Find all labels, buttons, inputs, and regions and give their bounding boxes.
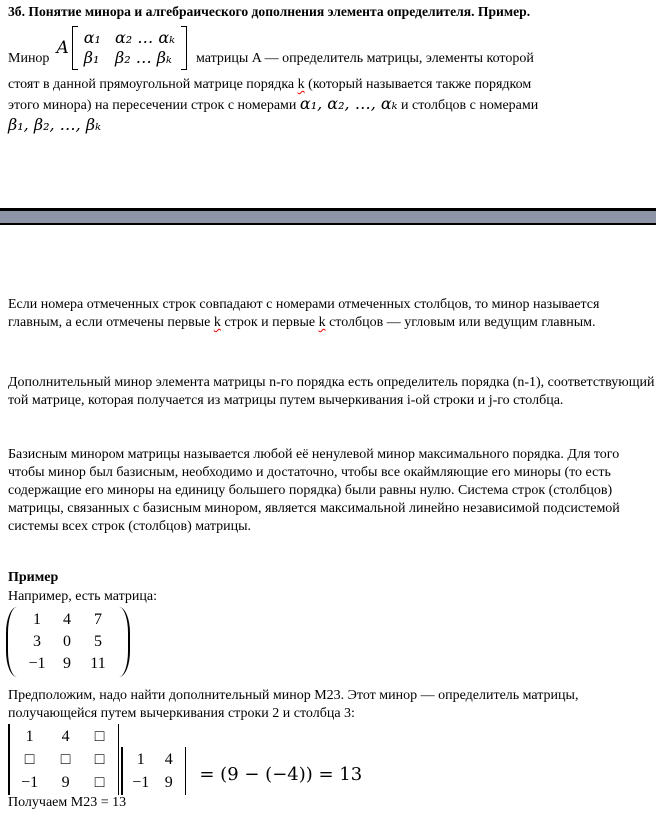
beta-indices-math: β₁, β₂, …, βₖ (8, 115, 101, 134)
beta-row-cell: β₂ … βₖ (114, 48, 172, 67)
beta-row-cell: β₁ (83, 48, 100, 67)
divider-bottom-line (0, 223, 656, 225)
right-square-bracket (181, 26, 187, 70)
example-heading: Пример (8, 570, 59, 585)
alpha-row-cell: α₂ … αₖ (114, 28, 175, 47)
det-cell: −1 (132, 774, 150, 791)
determinant-with-deleted-cells (8, 724, 119, 795)
det-cell-box: □ (60, 751, 71, 768)
divider-gray-bar (0, 211, 656, 223)
matrix-cell: 7 (94, 611, 102, 628)
text-segment: столбцов — угловым или ведущим главным. (325, 315, 596, 330)
paragraph-basis-minor: Базисным минором матрицы называется любой её ненулевой минор максимального порядка. Для того чтобы минор был базисным, необходимо и достаточно, чтобы все окаймляющие его миноры (то есть содержащие его миноры на единицу большего порядка) были равны нулю. Система строк (столбцов) матрицы, связанных с базисным минором, является максимальной линейно независимой подсистемой системы всех строк (столбцов) матрицы. (8, 447, 620, 534)
text-segment: Если номера отмеченных строк совпадают с номерами отмеченных столбцов, то минор называется главным, а если отмечены первые (8, 297, 600, 330)
det-cell-box: □ (24, 751, 35, 768)
example-matrix-grid (19, 607, 117, 677)
det-cell: 9 (61, 774, 70, 791)
deleted-cells-grid (10, 724, 118, 795)
text-segment: строк и первые (220, 315, 319, 330)
example-matrix (6, 607, 130, 677)
det-cell-box: □ (94, 751, 105, 768)
det-cell: −1 (21, 774, 39, 791)
reduced-determinant-grid (123, 747, 185, 795)
text-segment: стоят в данной прямоугольной матрице порядка (8, 77, 298, 92)
matrix-cell: −1 (28, 655, 46, 672)
matrix-cell: 0 (63, 633, 71, 650)
minor-definition-block (8, 26, 654, 136)
reduced-determinant (121, 747, 186, 795)
matrix-cell: 11 (90, 655, 106, 672)
paragraph-additional-minor: Дополнительный минор элемента матрицы n-го порядка есть определитель порядка (n-1), соответствующий той матрице, которая получается из матрицы путем вычеркивания i-ой строки и j-го столбца. (8, 375, 655, 408)
index-matrix-rows (78, 26, 181, 70)
paragraph-main-minor (8, 296, 656, 332)
matrix-cell: 1 (33, 611, 41, 628)
text-segment: и столбцов с номерами (397, 98, 539, 113)
example-conclusion-text: Получаем M23 = 13 (8, 795, 127, 810)
det-cell: 1 (25, 728, 34, 745)
definition-text-line4 (8, 115, 654, 136)
text-segment: этого минора) на пересечении строк с номерами (8, 98, 300, 113)
definition-text-line1: матрицы A — определитель матрицы, элементы которой (195, 51, 534, 66)
left-parenthesis (6, 607, 19, 677)
determinant-right-bar (118, 724, 120, 795)
misspelled-k: k (297, 77, 305, 92)
example-intro-text: Например, есть матрица: (8, 589, 157, 604)
determinant-right-bar (185, 747, 187, 795)
det-cell: 4 (61, 728, 70, 745)
det-cell: 1 (136, 751, 145, 768)
text-segment: (который называется также порядком (304, 77, 532, 92)
alpha-indices-math: α₁, α₂, …, αₖ (299, 94, 398, 113)
matrix-label-A: A (56, 38, 69, 58)
definition-text-line2 (8, 76, 654, 94)
minor-lead-word: Минор (8, 51, 50, 66)
definition-text-line3 (8, 94, 654, 115)
determinant-computation-row (8, 724, 362, 795)
alpha-row-cell: α₁ (83, 28, 101, 47)
page-title: 3б. Понятие минора и алгебраического дополнения элемента определителя. Пример. (8, 4, 531, 19)
right-parenthesis (117, 607, 130, 677)
det-cell-box: □ (94, 774, 105, 791)
det-cell: 4 (164, 751, 173, 768)
determinant-result-expression: = (9 − (−4)) = 13 (199, 764, 363, 785)
matrix-cell: 4 (63, 611, 71, 628)
section-divider (0, 208, 656, 225)
matrix-cell: 9 (63, 655, 71, 672)
example-problem-text: Предположим, надо найти дополнительный минор M23. Этот минор — определитель матрицы, получающейся путем вычеркивания строки 2 и столбца 3: (8, 688, 579, 721)
misspelled-k: k (318, 315, 326, 330)
det-cell: 9 (164, 774, 173, 791)
misspelled-k: k (213, 315, 221, 330)
matrix-cell: 5 (94, 633, 102, 650)
minor-index-matrix-formula (56, 26, 187, 70)
det-cell-box: □ (94, 728, 105, 745)
matrix-cell: 3 (33, 633, 41, 650)
minor-formula-row (8, 26, 654, 70)
